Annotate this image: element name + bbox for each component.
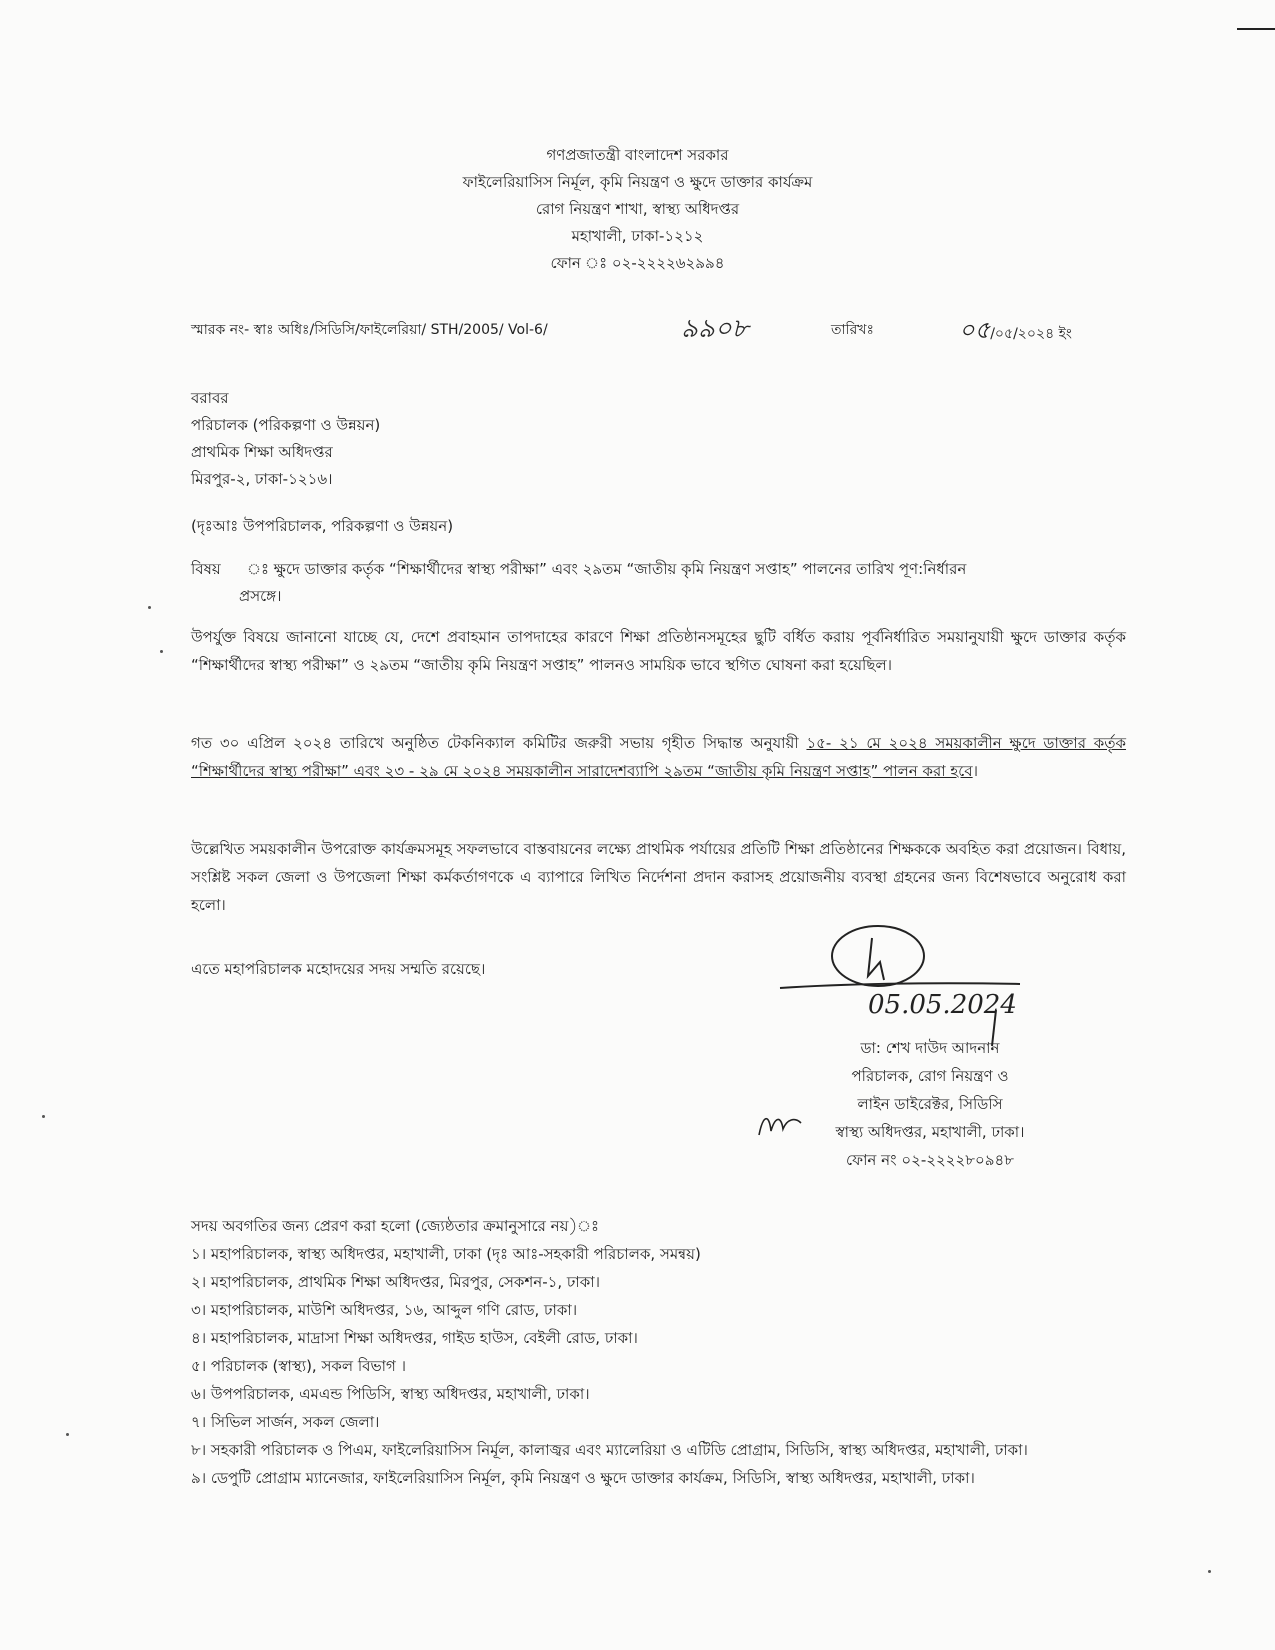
recipient-block bbox=[191, 385, 380, 493]
signer-designation-1: পরিচালক, রোগ নিয়ন্ত্রণ ও bbox=[851, 1067, 1009, 1085]
scan-edge-mark bbox=[1237, 28, 1275, 30]
subject-label: বিষয় bbox=[191, 560, 221, 578]
distribution-item: ৯। ডেপুটি প্রোগ্রাম ম্যানেজার, ফাইলেরিয়াসিস নির্মূল, কৃমি নিয়ন্ত্রণ ও ক্ষুদে ডাক্তার কার্যক্রম, সিডিসি, স্বাস্থ্য অধিদপ্তর, মহাখালী, ঢাকা। bbox=[191, 1469, 975, 1487]
attention-line: (দৃঃআঃ উপপরিচালক, পরিকল্পণা ও উন্নয়ন) bbox=[191, 517, 454, 535]
recipient-salutation: বরাবর bbox=[191, 389, 229, 407]
signature-handwritten-date: 05.05.2024 bbox=[868, 990, 1017, 1020]
body-paragraph-4: এতে মহাপরিচালক মহোদয়ের সদয় সম্মতি রয়েছে। bbox=[191, 960, 486, 978]
memo-date bbox=[959, 312, 1072, 352]
memo-number-handwritten: ৯৯০৮ bbox=[681, 314, 749, 344]
distribution-item: ৩। মহাপরিচালক, মাউশি অধিদপ্তর, ১৬, আব্দুল গণি রোড, ঢাকা। bbox=[191, 1301, 578, 1319]
distribution-item: ৪। মহাপরিচালক, মাদ্রাসা শিক্ষা অধিদপ্তর, গাইড হাউস, বেইলী রোড, ঢাকা। bbox=[191, 1329, 638, 1347]
subject-continuation: প্রসঙ্গে। bbox=[239, 587, 282, 605]
body-paragraph-3: উল্লেখিত সময়কালীন উপরোক্ত কার্যক্রমসমূহ সফলভাবে বাস্তবায়নের লক্ষ্যে প্রাথমিক পর্যায়ের প্রতিটি শিক্ষা প্রতিষ্ঠানের শিক্ষককে অবহিত করা প্রয়োজন। বিধায়, সংশ্লিষ্ট সকল জেলা ও উপজেলা শিক্ষা কর্মকর্তাগণকে এ ব্যাপারে লিখিত নির্দেশনা প্রদান করাসহ প্রয়োজনীয় ব্যবস্থা গ্রহনের জন্য বিশেষভাবে অনুরোধ করা হলো। bbox=[191, 840, 1126, 914]
scan-speck bbox=[42, 1115, 45, 1118]
scan-speck bbox=[160, 650, 163, 653]
distribution-item: ২। মহাপরিচালক, প্রাথমিক শিক্ষা অধিদপ্তর, মিরপুর, সেকশন-১, ঢাকা। bbox=[191, 1273, 600, 1291]
letterhead-program: ফাইলেরিয়াসিস নির্মূল, কৃমি নিয়ন্ত্রণ ও ক্ষুদে ডাক্তার কার্যক্রম bbox=[462, 173, 813, 191]
distribution-items bbox=[191, 1240, 1181, 1492]
body-paragraph-2-end: । bbox=[972, 762, 979, 780]
distribution-intro: সদয় অবগতির জন্য প্রেরণ করা হলো (জ্যেষ্ঠতার ক্রমানুসারে নয়)ঃ bbox=[191, 1217, 600, 1235]
distribution-item: ১। মহাপরিচালক, স্বাস্থ্য অধিদপ্তর, মহাখালী, ঢাকা (দৃঃ আঃ-সহকারী পরিচালক, সমন্বয়) bbox=[191, 1245, 701, 1263]
letterhead bbox=[0, 142, 1275, 277]
distribution-item: ৬। উপপরিচালক, এমএন্ড পিডিসি, স্বাস্থ্য অধিদপ্তর, মহাখালী, ঢাকা। bbox=[191, 1385, 590, 1403]
signer-designation-2: লাইন ডাইরেক্টর, সিডিসি bbox=[857, 1095, 1003, 1113]
scan-speck bbox=[148, 606, 151, 609]
letterhead-government: গণপ্রজাতন্ত্রী বাংলাদেশ সরকার bbox=[546, 146, 729, 164]
scan-speck bbox=[66, 1433, 69, 1436]
recipient-office: প্রাথমিক শিক্ষা অধিদপ্তর bbox=[191, 443, 333, 461]
distribution-list bbox=[191, 1212, 1181, 1492]
distribution-item: ৭। সিভিল সার্জন, সকল জেলা। bbox=[191, 1413, 380, 1431]
signer-name: ডা: শেখ দাউদ আদনান bbox=[860, 1039, 1000, 1057]
recipient-address: মিরপুর-২, ঢাকা-১২১৬। bbox=[191, 470, 333, 488]
subject-block bbox=[191, 556, 1121, 610]
body-paragraph-2-schedule: ১৫- ২১ মে ২০২৪ সময়কালীন ক্ষুদে ডাক্তার কর্তৃক “শিক্ষার্থীদের স্বাস্থ্য পরীক্ষা” এবং ২৩ - ২৯ মে ২০২৪ সময়কালীন সারাদেশব্যাপি ২৯তম “জাতীয় কৃমি নিয়ন্ত্রণ সপ্তাহ” পালন করা হবে bbox=[191, 734, 1127, 780]
signer-phone: ফোন নং ০২-২২২২৮০৯৪৮ bbox=[846, 1151, 1014, 1169]
distribution-item: ৫। পরিচালক (স্বাস্থ্য), সকল বিভাগ । bbox=[191, 1357, 406, 1375]
distribution-item: ৮। সহকারী পরিচালক ও পিএম, ফাইলেরিয়াসিস নির্মূল, কালাজ্বর এবং ম্যালেরিয়া ও এটিডি প্রোগ্রাম, সিডিসি, স্বাস্থ্য অধিদপ্তর, মহাখালী, ঢাকা। bbox=[191, 1441, 1028, 1459]
letterhead-branch: রোগ নিয়ন্ত্রণ শাখা, স্বাস্থ্য অধিদপ্তর bbox=[535, 200, 740, 218]
memo-date-handwritten-day: ০৫ bbox=[959, 316, 991, 344]
recipient-title: পরিচালক (পরিকল্পণা ও উন্নয়ন) bbox=[191, 416, 381, 434]
signer-block bbox=[800, 1034, 1060, 1174]
body-paragraph-2 bbox=[191, 729, 1126, 785]
handwritten-initials bbox=[755, 1105, 805, 1141]
letterhead-address: মহাখালী, ঢাকা-১২১২ bbox=[571, 227, 704, 245]
memo-number: স্মারক নং- স্বাঃ অধিঃ/সিডিসি/ফাইলেরিয়া/ STH/2005/ Vol-6/ bbox=[191, 322, 548, 338]
memo-date-printed: /০৫/২০২৪ ইং bbox=[990, 326, 1072, 342]
memo-date-label: তারিখঃ bbox=[831, 322, 874, 338]
letterhead-phone: ফোন ঃ ০২-২২২২৬২৯৯৪ bbox=[550, 254, 725, 272]
body-paragraph-2-lead: গত ৩০ এপ্রিল ২০২৪ তারিখে অনুষ্ঠিত টেকনিক্যাল কমিটির জরুরী সভায় গৃহীত সিদ্ধান্ত অনুযায়ী bbox=[191, 734, 807, 752]
memo-row bbox=[191, 314, 1141, 348]
subject-text: ঃ ক্ষুদে ডাক্তার কর্তৃক “শিক্ষার্থীদের স্বাস্থ্য পরীক্ষা” এবং ২৯তম “জাতীয় কৃমি নিয়ন্ত্রণ সপ্তাহ” পালনের তারিখ পূণ:নির্ধারন bbox=[247, 560, 967, 578]
body-paragraph-1: উপর্যুক্ত বিষয়ে জানানো যাচ্ছে যে, দেশে প্রবাহমান তাপদাহের কারণে শিক্ষা প্রতিষ্ঠানসমূহের ছুটি বর্ধিত করায় পূর্বনির্ধারিত সময়ানুযায়ী ক্ষুদে ডাক্তার কর্তৃক “শিক্ষার্থীদের স্বাস্থ্য পরীক্ষা” ও ২৯তম “জাতীয় কৃমি নিয়ন্ত্রণ সপ্তাহ” পালনও সাময়িক ভাবে স্থগিত ঘোষনা করা হয়েছিল। bbox=[191, 628, 1126, 674]
scan-speck bbox=[1208, 1570, 1211, 1573]
signer-office: স্বাস্থ্য অধিদপ্তর, মহাখালী, ঢাকা। bbox=[835, 1123, 1025, 1141]
